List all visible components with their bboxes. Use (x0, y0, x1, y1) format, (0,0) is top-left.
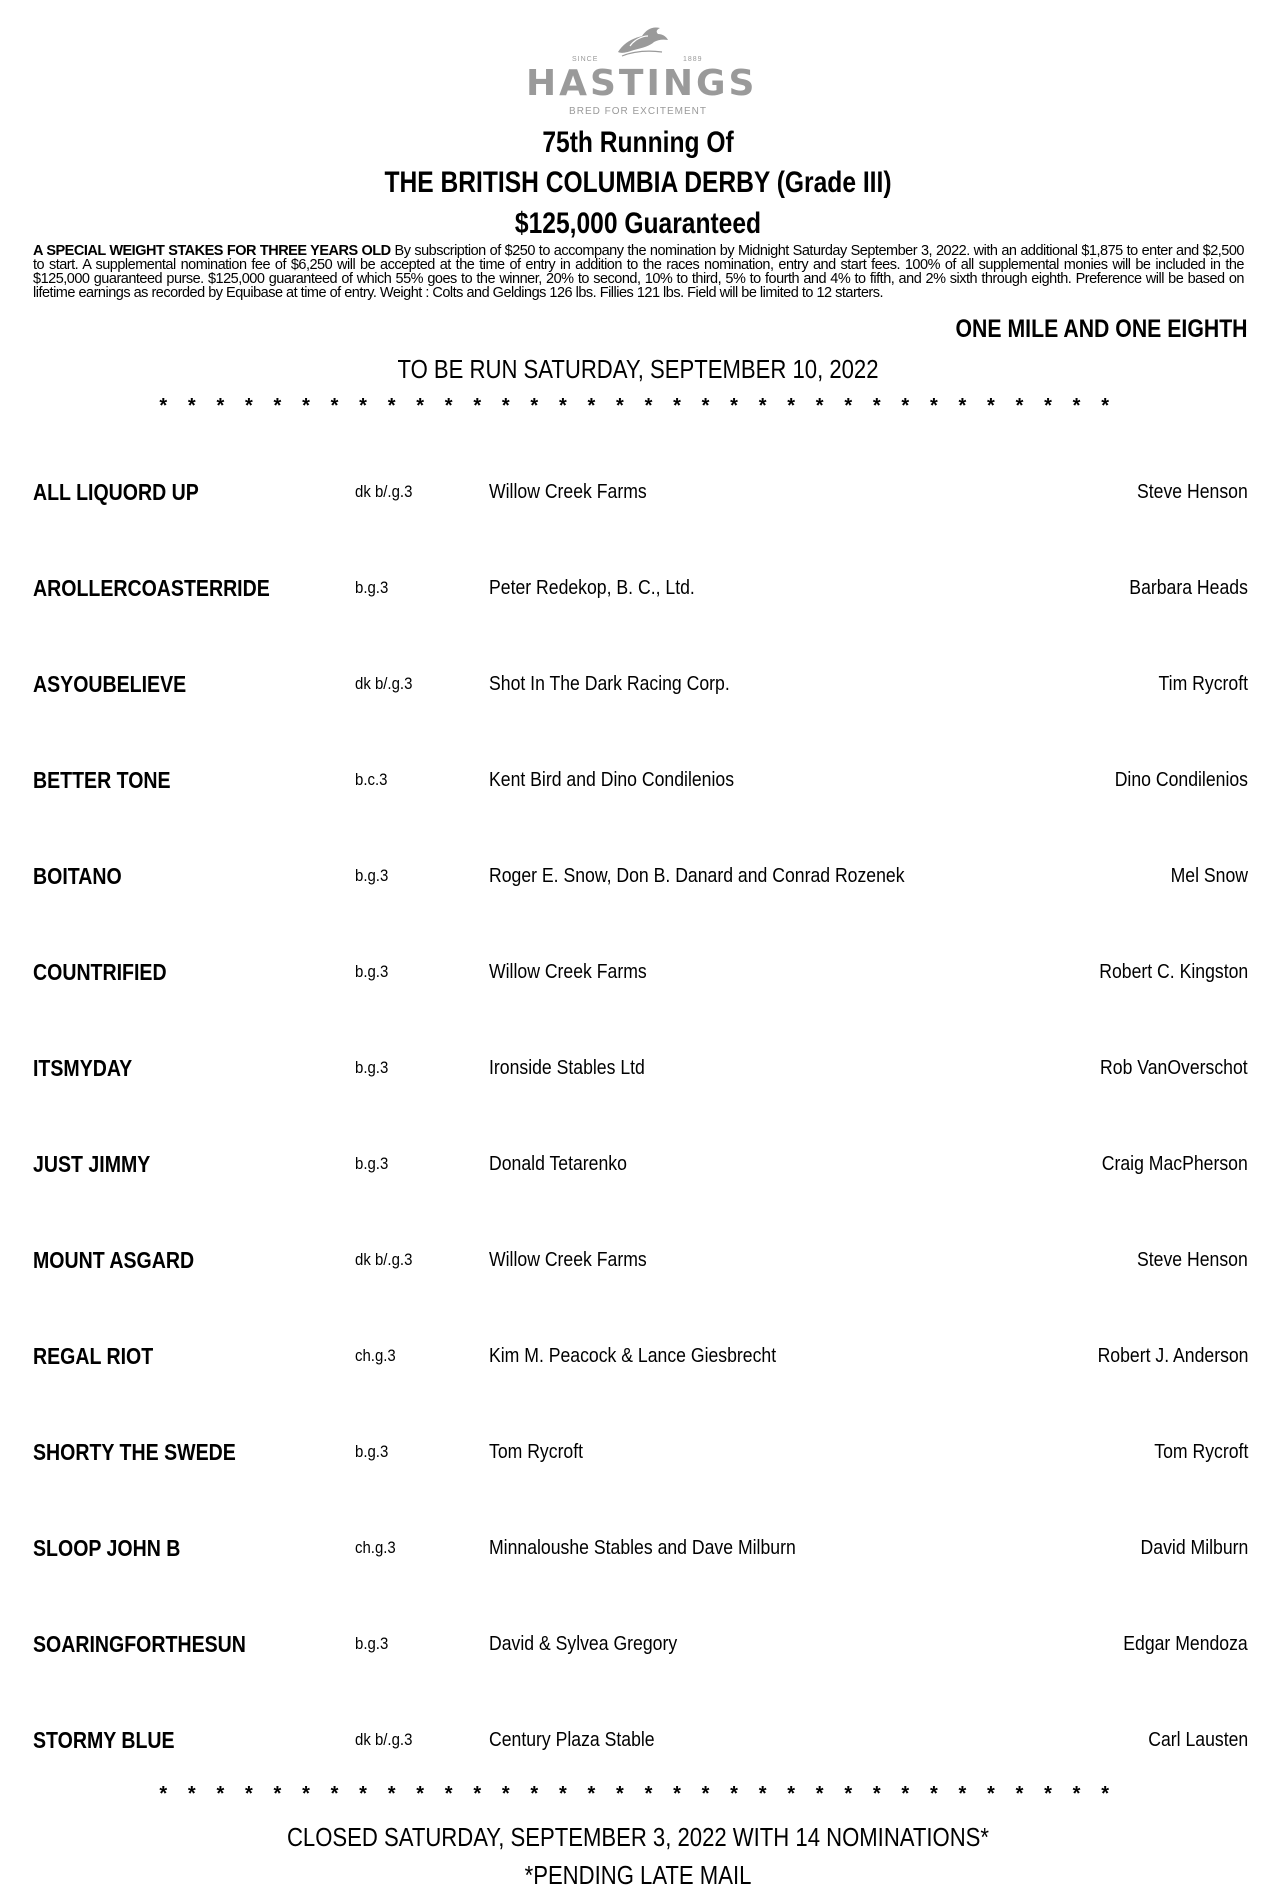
owner-name: Willow Creek Farms (489, 960, 647, 983)
list-item (0, 1720, 1276, 1760)
list-item (0, 472, 1276, 512)
trainer-name: Steve Henson (1137, 1248, 1248, 1271)
horse-description: b.g.3 (355, 866, 389, 885)
trainer-name: Steve Henson (1137, 480, 1248, 503)
trainer-name: Dino Condilenios (1114, 768, 1248, 791)
conditions-text: By subscription of $250 to accompany the nomination by Midnight Saturday September 3, 2022. with an additional $1,875 to enter and $2,500 to start. A supplemental nomination fee of $6,250 will be accepted at the time of entry in addition to the races nomination, entry and start fees. 100% of all supplemental monies will be included in the $125,000 guaranteed purse. $125,000 guaranteed of which 55% goes to the winner, 20% to second, 10% to third, 5% to fourth and 4% to fifth, and 2% sixth through eighth. Preference will be based on lifetime earnings as recorded by Equibase at time of entry. Weight : Colts and Geldings 126 lbs. Fillies 121 lbs. Field will be limited to 12 starters. (33, 243, 1244, 301)
list-item (0, 760, 1276, 800)
race-distance: ONE MILE AND ONE EIGHTH (955, 315, 1248, 343)
owner-name: David & Sylvea Gregory (489, 1632, 678, 1655)
pending-note: *PENDING LATE MAIL (524, 1860, 752, 1890)
horse-description: dk b/.g.3 (355, 482, 413, 501)
logo-name: HASTINGS (526, 63, 758, 104)
trainer-name: David Milburn (1140, 1536, 1248, 1559)
list-item (0, 1336, 1276, 1376)
horse-description: b.g.3 (355, 962, 389, 981)
list-item (0, 856, 1276, 896)
hastings-logo (526, 22, 758, 122)
logo-tagline: BRED FOR EXCITEMENT (569, 106, 707, 117)
list-item (0, 1144, 1276, 1184)
list-item (0, 1624, 1276, 1664)
horse-description: b.g.3 (355, 1634, 389, 1653)
owner-name: Willow Creek Farms (489, 1248, 647, 1271)
horse-name: REGAL RIOT (33, 1343, 154, 1369)
horse-description: dk b/.g.3 (355, 1730, 413, 1749)
owner-name: Kent Bird and Dino Condilenios (489, 768, 735, 791)
trainer-name: Tim Rycroft (1158, 672, 1248, 695)
owner-name: Donald Tetarenko (489, 1152, 627, 1175)
purse-heading: $125,000 Guaranteed (514, 207, 762, 240)
horse-description: b.g.3 (355, 1058, 389, 1077)
horse-name: SLOOP JOHN B (33, 1535, 181, 1561)
horse-description: dk b/.g.3 (355, 1250, 413, 1269)
conditions-lead: A SPECIAL WEIGHT STAKES FOR THREE YEARS OLD (33, 243, 391, 259)
list-item (0, 1432, 1276, 1472)
trainer-name: Carl Lausten (1148, 1728, 1248, 1751)
horse-description: b.g.3 (355, 578, 389, 597)
horse-name: STORMY BLUE (33, 1727, 175, 1753)
horse-name: BOITANO (33, 863, 122, 889)
owner-name: Peter Redekop, B. C., Ltd. (489, 576, 695, 599)
horse-name: ITSMYDAY (33, 1055, 133, 1081)
list-item (0, 1528, 1276, 1568)
horse-name: ALL LIQUORD UP (33, 479, 199, 505)
owner-name: Century Plaza Stable (489, 1728, 655, 1751)
horse-description: b.c.3 (355, 770, 388, 789)
separator-bottom: * * * * * * * * * * * * * * * * * * * * * * * * * * * * * * * * * * (159, 1783, 1117, 1805)
running-number-heading: 75th Running Of (542, 126, 734, 159)
owner-name: Willow Creek Farms (489, 480, 647, 503)
horse-name: JUST JIMMY (33, 1151, 151, 1177)
trainer-name: Edgar Mendoza (1123, 1632, 1248, 1655)
owner-name: Tom Rycroft (489, 1440, 584, 1463)
list-item (0, 952, 1276, 992)
race-conditions (33, 244, 1244, 300)
horse-description: ch.g.3 (355, 1346, 396, 1365)
horse-name: SHORTY THE SWEDE (33, 1439, 236, 1465)
list-item (0, 1048, 1276, 1088)
owner-name: Shot In The Dark Racing Corp. (489, 672, 730, 695)
list-item (0, 664, 1276, 704)
race-title-heading: THE BRITISH COLUMBIA DERBY (Grade III) (384, 166, 892, 199)
horse-name: COUNTRIFIED (33, 959, 167, 985)
horse-description: b.g.3 (355, 1442, 389, 1461)
horse-description: b.g.3 (355, 1154, 389, 1173)
closing-note: CLOSED SATURDAY, SEPTEMBER 3, 2022 WITH 14 NOMINATIONS* (286, 1822, 990, 1852)
horse-description: dk b/.g.3 (355, 674, 413, 693)
logo-since: SINCE (572, 56, 599, 63)
horse-name: AROLLERCOASTERRIDE (33, 575, 270, 601)
logo-year: 1889 (683, 56, 703, 63)
separator-top: * * * * * * * * * * * * * * * * * * * * * * * * * * * * * * * * * * (159, 395, 1117, 417)
horse-name: ASYOUBELIEVE (33, 671, 187, 697)
trainer-name: Tom Rycroft (1153, 1440, 1248, 1463)
trainer-name: Robert J. Anderson (1097, 1344, 1248, 1367)
owner-name: Ironside Stables Ltd (489, 1056, 645, 1079)
trainer-name: Rob VanOverschot (1100, 1056, 1248, 1079)
trainer-name: Craig MacPherson (1102, 1152, 1248, 1175)
trainer-name: Mel Snow (1170, 864, 1248, 887)
horse-name: MOUNT ASGARD (33, 1247, 195, 1273)
horse-description: ch.g.3 (355, 1538, 396, 1557)
horse-name: SOARINGFORTHESUN (33, 1631, 246, 1657)
trainer-name: Barbara Heads (1129, 576, 1248, 599)
owner-name: Minnaloushe Stables and Dave Milburn (489, 1536, 796, 1559)
horse-racing-icon (612, 22, 672, 62)
owner-name: Roger E. Snow, Don B. Danard and Conrad Rozenek (489, 864, 905, 887)
run-date: TO BE RUN SATURDAY, SEPTEMBER 10, 2022 (397, 354, 879, 384)
list-item (0, 568, 1276, 608)
owner-name: Kim M. Peacock & Lance Giesbrecht (489, 1344, 777, 1367)
horse-name: BETTER TONE (33, 767, 171, 793)
trainer-name: Robert C. Kingston (1099, 960, 1248, 983)
list-item (0, 1240, 1276, 1280)
